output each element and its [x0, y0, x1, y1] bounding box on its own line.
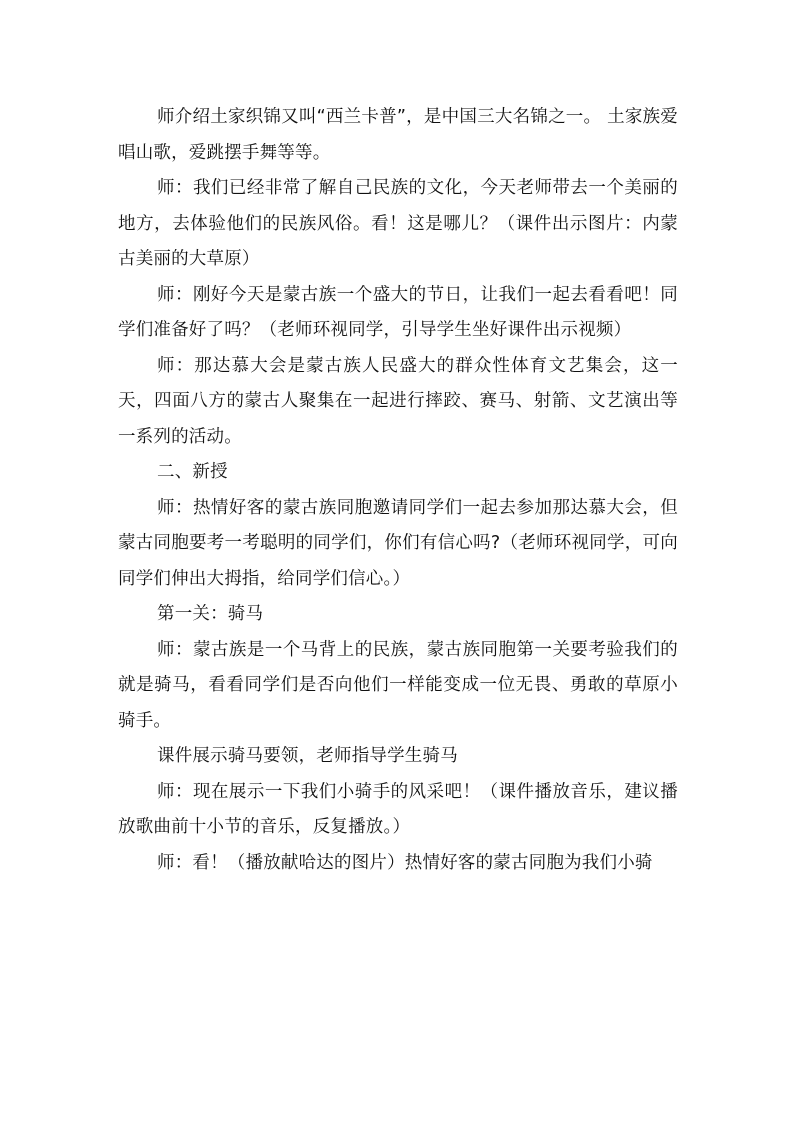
section-heading-new-lesson: 二、新授: [157, 462, 228, 482]
document-body: [118, 100, 678, 881]
paragraph-show-riders: 师：现在展示一下我们小骑手的风采吧！（课件播放音乐，建议播放歌曲前十小节的音乐，反复播放。）: [118, 781, 678, 837]
paragraph-festival: 师：刚好今天是蒙古族一个盛大的节日，让我们一起去看看吧！同学们准备好了吗？（老师环视同学，引导学生坐好课件出示视频）: [118, 284, 678, 340]
paragraph-hada: 师：看！（播放献哈达的图片）热情好客的蒙古同胞为我们小骑: [157, 852, 653, 873]
paragraph-riding-guide: 课件展示骑马要领，老师指导学生骑马: [157, 746, 458, 766]
paragraph-horse-riding: 师：蒙古族是一个马背上的民族，蒙古族同胞第一关要考验我们的就是骑马，看看同学们是否向他们一样能变成一位无畏、勇敢的草原小骑手。: [118, 639, 678, 731]
paragraph-grassland-intro: 师：我们已经非常了解自己民族的文化，今天老师带去一个美丽的地方，去体验他们的民族风俗。看！这是哪儿？（课件出示图片：内蒙古美丽的大草原）: [118, 178, 678, 269]
paragraph-tujia-brocade: 师介绍土家织锦又叫“西兰卡普”，是中国三大名锦之一。 土家族爱唱山歌，爱跳摆手舞等等。: [118, 107, 678, 163]
paragraph-naadam: 师：那达慕大会是蒙古族人民盛大的群众性体育文艺集会，这一天，四面八方的蒙古人聚集在一起进行摔跤、赛马、射箭、文艺演出等一系列的活动。: [118, 355, 678, 447]
paragraph-invitation: 师：热情好客的蒙古族同胞邀请同学们一起去参加那达慕大会，但蒙古同胞要考一考聪明的同学们，你们有信心吗?（老师环视同学，可向同学们伸出大拇指，给同学们信心。）: [118, 497, 678, 589]
subheading-level-one: 第一关：骑马: [157, 604, 264, 624]
